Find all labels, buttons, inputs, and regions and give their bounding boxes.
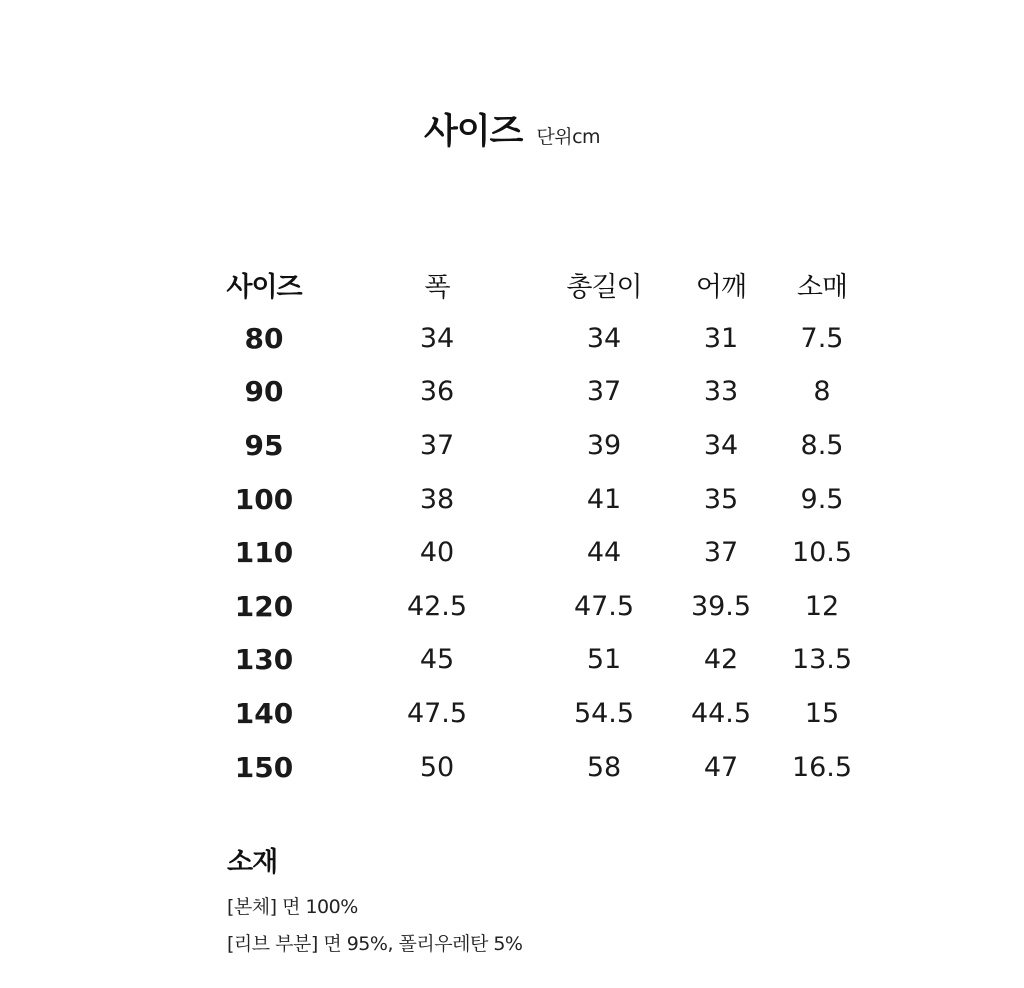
header-width: 폭 <box>424 272 450 304</box>
width-cell: 47.5 <box>406 698 468 730</box>
sleeve-cell: 7.5 <box>800 322 844 354</box>
total-length-cell: 51 <box>586 644 622 676</box>
sleeve-cell: 8 <box>813 376 831 408</box>
width-cell: 34 <box>419 322 455 354</box>
header-shoulder: 어깨 <box>695 272 747 304</box>
shoulder-cell: 31 <box>703 322 739 354</box>
table-row <box>202 633 862 687</box>
table-row <box>202 472 862 526</box>
table-row <box>202 365 862 419</box>
total-length-cell: 37 <box>586 376 622 408</box>
table-row <box>202 526 862 580</box>
material-line-rib: [리브 부분] 면 95%, 폴리우레탄 5% <box>227 933 523 955</box>
total-length-cell: 47.5 <box>573 590 635 622</box>
material-heading: 소재 <box>227 847 278 878</box>
size-cell: 150 <box>234 750 294 784</box>
shoulder-cell: 34 <box>703 430 739 462</box>
table-row <box>202 312 862 366</box>
sleeve-cell: 13.5 <box>791 644 853 676</box>
width-cell: 50 <box>419 751 455 783</box>
shoulder-cell: 35 <box>703 483 739 515</box>
unit-label: 단위cm <box>536 126 601 148</box>
shoulder-cell: 33 <box>703 376 739 408</box>
shoulder-cell: 39.5 <box>690 590 752 622</box>
width-cell: 38 <box>419 483 455 515</box>
size-table-header-row <box>202 258 862 312</box>
table-row <box>202 580 862 634</box>
size-cell: 95 <box>244 429 284 463</box>
size-cell: 110 <box>234 536 294 570</box>
size-cell: 130 <box>234 643 294 677</box>
material-section <box>227 840 522 963</box>
shoulder-cell: 37 <box>703 537 739 569</box>
total-length-cell: 41 <box>586 483 622 515</box>
width-cell: 36 <box>419 376 455 408</box>
width-cell: 45 <box>419 644 455 676</box>
shoulder-cell: 42 <box>703 644 739 676</box>
size-cell: 100 <box>234 482 294 516</box>
table-row <box>202 419 862 473</box>
total-length-cell: 34 <box>586 322 622 354</box>
total-length-cell: 54.5 <box>573 698 635 730</box>
shoulder-cell: 44.5 <box>690 698 752 730</box>
page-title: 사이즈 <box>423 112 523 152</box>
sleeve-cell: 15 <box>804 698 840 730</box>
width-cell: 42.5 <box>406 590 468 622</box>
width-cell: 40 <box>419 537 455 569</box>
header-total-length: 총길이 <box>566 272 642 304</box>
header-size: 사이즈 <box>226 272 302 304</box>
total-length-cell: 58 <box>586 751 622 783</box>
size-table <box>202 258 862 794</box>
material-line-body: [본체] 면 100% <box>227 896 358 918</box>
sleeve-cell: 10.5 <box>791 537 853 569</box>
sleeve-cell: 16.5 <box>791 751 853 783</box>
size-cell: 140 <box>234 697 294 731</box>
size-table-head <box>202 258 862 312</box>
sleeve-cell: 8.5 <box>800 430 844 462</box>
total-length-cell: 39 <box>586 430 622 462</box>
shoulder-cell: 47 <box>703 751 739 783</box>
table-row <box>202 687 862 741</box>
total-length-cell: 44 <box>586 537 622 569</box>
page-header <box>0 104 1024 154</box>
size-table-body <box>202 312 862 794</box>
header-sleeve: 소매 <box>796 272 848 304</box>
table-row <box>202 740 862 794</box>
sleeve-cell: 9.5 <box>800 483 844 515</box>
size-cell: 80 <box>244 321 284 355</box>
size-cell: 120 <box>234 589 294 623</box>
size-cell: 90 <box>244 375 284 409</box>
sleeve-cell: 12 <box>804 590 840 622</box>
width-cell: 37 <box>419 430 455 462</box>
